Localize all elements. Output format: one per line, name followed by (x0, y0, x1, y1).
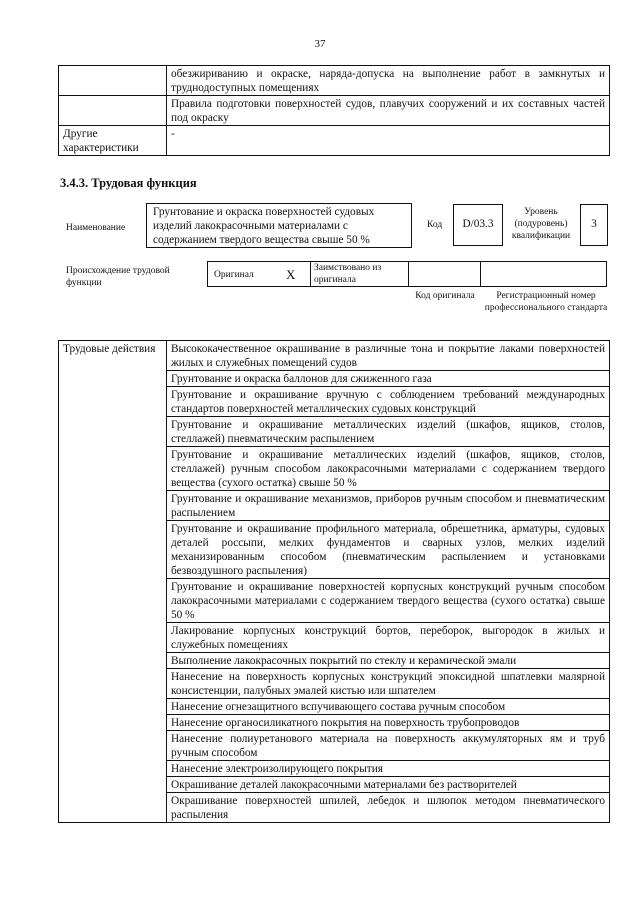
row-value: Правила подготовки поверхностей судов, плавучих сооружений и их составных частей под окраску (167, 96, 610, 126)
function-code-box (453, 204, 503, 246)
level-value-box (580, 204, 608, 246)
table-row (59, 96, 610, 126)
table-row (59, 126, 610, 156)
function-name: Грунтование и окраска поверхностей судовых изделий лакокрасочными материалами с содержанием твердого вещества свыше 50 % (153, 206, 375, 246)
original-label: Оригинал (214, 270, 254, 280)
borrowed-label: Заимствовано из оригинала (314, 263, 382, 285)
divider (408, 262, 409, 286)
origin-label: Происхождение трудовой функции (66, 266, 170, 288)
function-code: D/03.3 (462, 218, 494, 230)
labour-actions-table (58, 340, 610, 823)
origin-table (207, 261, 607, 287)
action-item: Грунтование и окрашивание механизмов, приборов ручным способом и пневматическим распылением (167, 491, 610, 521)
action-item: Грунтование и окрашивание профильного материала, обрешетника, арматуры, судовых деталей россыпи, мелких фундаментов и сварных узлов, мелких изделий механизированным способом (пневматическим распылением и установками безвоздушного распыления) (167, 521, 610, 579)
action-item: Окрашивание поверхностей шпилей, лебедок и шлюпок методом пневматического распыления (167, 793, 610, 823)
action-item: Нанесение электроизолирующего покрытия (167, 761, 610, 777)
table-row (59, 66, 610, 96)
divider (480, 262, 481, 286)
row-label (59, 66, 167, 96)
action-item: Грунтование и окрашивание металлических изделий (шкафов, ящиков, столов, стеллажей) пневматическим распылением (167, 417, 610, 447)
original-mark: X (286, 267, 296, 282)
row-value: - (167, 126, 610, 156)
action-item: Грунтование и окрашивание поверхностей корпусных конструкций ручным способом лакокрасочными материалами с содержанием твердого вещества (сухого остатка) свыше 50 % (167, 579, 610, 623)
action-item: Окрашивание деталей лакокрасочными материалами без растворителей (167, 777, 610, 793)
reg-number-caption: Регистрационный номер профессионального стандарта (484, 291, 608, 313)
row-label (59, 96, 167, 126)
action-item: Нанесение органосиликатного покрытия на поверхность трубопроводов (167, 715, 610, 731)
level-value: 3 (591, 218, 597, 230)
knowledge-table (58, 65, 610, 156)
action-item: Грунтование и окрашивание вручную с соблюдением требований международных стандартов поверхностей металлических судовых конструкций (167, 387, 610, 417)
divider (310, 262, 311, 286)
action-item: Нанесение на поверхность корпусных конструкций эпоксидной шпатлевки малярной консистенции, палубных эмалей кистью или шпателем (167, 669, 610, 699)
code-label: Код (427, 220, 443, 230)
function-name-box (146, 203, 412, 248)
action-item: Выполнение лакокрасочных покрытий по стеклу и керамической эмали (167, 653, 610, 669)
action-item: Нанесение полиуретанового материала на поверхность аккумуляторных ям и труб ручным способом (167, 731, 610, 761)
name-label: Наименование (66, 223, 126, 233)
action-item: Грунтование и окрашивание металлических изделий (шкафов, ящиков, столов, стеллажей) ручным способом лакокрасочными материалами с содержанием твердого вещества (сухого остатка) свыше 50 % (167, 447, 610, 491)
action-item: Нанесение огнезащитного вспучивающего состава ручным способом (167, 699, 610, 715)
actions-label: Трудовые действия (59, 341, 167, 823)
page-number: 37 (314, 38, 326, 50)
section-title: 3.4.3. Трудовая функция (60, 176, 197, 190)
action-item: Высококачественное окрашивание в различные тона и покрытие лаками поверхностей жилых и служебных помещений судов (167, 341, 610, 371)
code-original-caption: Код оригинала (415, 291, 475, 301)
row-label: Другие характеристики (59, 126, 167, 156)
row-value: обезжириванию и окраске, наряда-допуска на выполнение работ в замкнутых и труднодоступных помещениях (167, 66, 610, 96)
action-item: Грунтование и окраска баллонов для сжиженного газа (167, 371, 610, 387)
level-label: Уровень (подуровень) квалификации (511, 207, 571, 241)
table-row (59, 341, 610, 371)
action-item: Лакирование корпусных конструкций бортов, переборок, выгородок в жилых и служебных помещениях (167, 623, 610, 653)
